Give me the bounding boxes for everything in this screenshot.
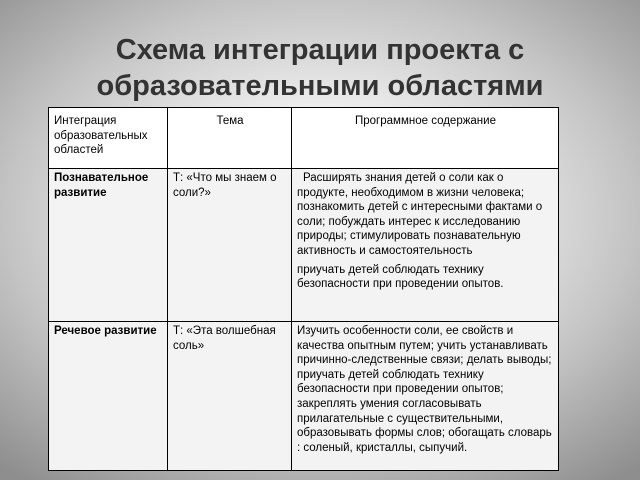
area-cell: Речевое развитие [49, 322, 168, 471]
area-cell: Познавательное развитие [49, 169, 168, 322]
slide-title-line-1: Схема интеграции проекта с [115, 34, 525, 66]
header-program-content: Программное содержание [292, 108, 559, 169]
header-theme: Тема [168, 108, 292, 169]
integration-table [48, 107, 559, 471]
table-header-row [49, 108, 559, 169]
table-row [49, 322, 559, 471]
topic-cell: Т: «Что мы знаем о соли?» [168, 169, 292, 322]
topic-cell: Т: «Эта волшебная соль» [168, 322, 292, 471]
slide-title [0, 32, 640, 104]
slide-title-line-2: образовательными областями [96, 70, 544, 102]
content-paragraph: Расширять знания детей о соли как о продукте, необходимом в жизни человека; познакомить детей с интересными фактами о соли; побуждать интерес к исследованию природы; стимулировать познавательную активность и самостоятельность [297, 172, 543, 257]
content-paragraph: Изучить особенности соли, ее свойств и качества опытным путем; учить устанавливать причинно-следственные связи; делать выводы; приучать детей соблюдать технику безопасности при проведении опытов; закреплять умения согласовывать прилагательные с существительными, образовывать формы слов; обогащать словарь : соленый, кристаллы, сыпучий. [297, 325, 552, 454]
content-cell [292, 169, 559, 322]
content-cell [292, 322, 559, 471]
content-paragraph: приучать детей соблюдать технику безопасности при проведении опытов. [297, 263, 504, 291]
table-row [49, 169, 559, 322]
header-integration: Интеграция образовательных областей [49, 108, 168, 169]
